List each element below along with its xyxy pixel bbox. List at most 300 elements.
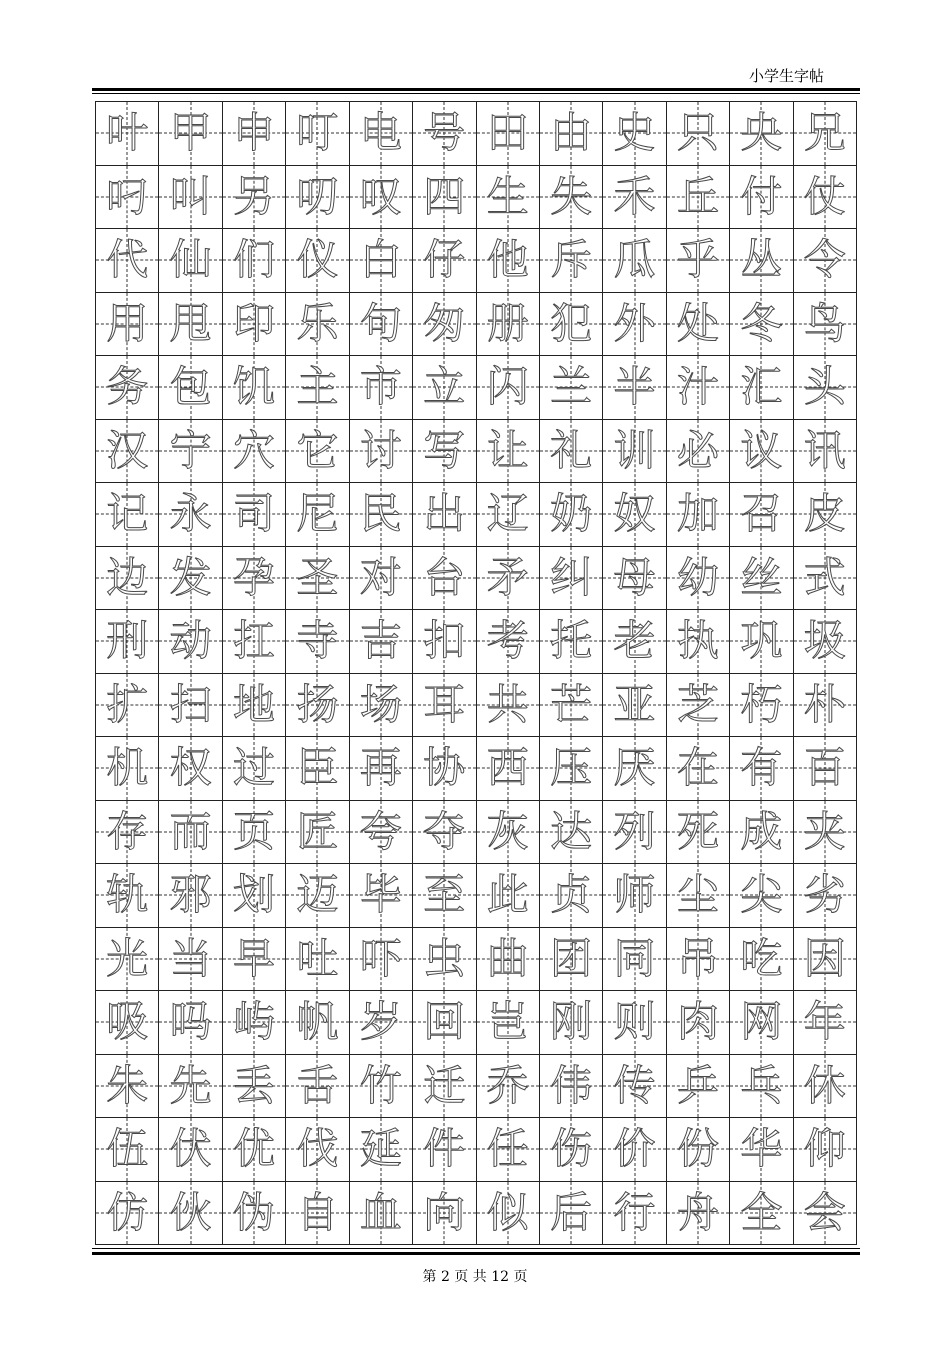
grid-cell <box>477 674 540 738</box>
grid-cell <box>223 1182 286 1246</box>
practice-character: 夸 <box>359 806 402 856</box>
grid-cell <box>286 674 349 738</box>
grid-cell <box>540 991 603 1055</box>
practice-character: 早 <box>233 933 276 983</box>
grid-cell <box>477 102 540 166</box>
grid-cell <box>477 1118 540 1182</box>
grid-cell <box>223 293 286 357</box>
grid-cell <box>540 1055 603 1119</box>
practice-character: 市 <box>359 362 402 412</box>
grid-cell <box>159 991 222 1055</box>
practice-character: 芒 <box>550 679 593 729</box>
grid-cell <box>730 166 793 230</box>
grid-cell <box>477 801 540 865</box>
header-rule-thin <box>92 93 860 94</box>
practice-character: 申 <box>233 108 276 158</box>
grid-cell <box>223 674 286 738</box>
practice-character: 会 <box>803 1187 846 1237</box>
grid-cell <box>603 229 666 293</box>
practice-character: 白 <box>359 235 402 285</box>
practice-character: 礼 <box>550 425 593 475</box>
grid-cell <box>730 483 793 547</box>
grid-cell <box>477 356 540 420</box>
practice-character: 穴 <box>233 425 276 475</box>
grid-cell <box>96 547 159 611</box>
practice-character: 似 <box>486 1187 529 1237</box>
practice-character: 尖 <box>740 870 783 920</box>
practice-character: 存 <box>106 806 149 856</box>
practice-character: 舌 <box>296 1060 339 1110</box>
practice-character: 先 <box>169 1060 212 1110</box>
grid-cell <box>667 1055 730 1119</box>
practice-character: 圾 <box>803 616 846 666</box>
grid-cell <box>286 420 349 484</box>
grid-cell <box>413 166 476 230</box>
grid-cell <box>794 737 857 801</box>
grid-cell <box>603 1182 666 1246</box>
grid-cell <box>540 801 603 865</box>
practice-character: 厌 <box>613 743 656 793</box>
practice-character: 写 <box>423 425 466 475</box>
practice-character: 扫 <box>169 679 212 729</box>
practice-character: 发 <box>169 552 212 602</box>
practice-character: 叨 <box>296 171 339 221</box>
practice-character: 屿 <box>233 997 276 1047</box>
grid-cell <box>603 547 666 611</box>
grid-cell <box>223 864 286 928</box>
practice-character: 仔 <box>423 235 466 285</box>
practice-character: 劣 <box>803 870 846 920</box>
grid-cell <box>667 102 730 166</box>
grid-cell <box>730 864 793 928</box>
practice-character: 永 <box>169 489 212 539</box>
practice-character: 吉 <box>359 616 402 666</box>
grid-cell <box>286 737 349 801</box>
grid-cell <box>794 483 857 547</box>
practice-character: 汉 <box>106 425 149 475</box>
practice-character: 当 <box>169 933 212 983</box>
grid-cell <box>350 610 413 674</box>
grid-cell <box>730 102 793 166</box>
practice-character: 辽 <box>486 489 529 539</box>
practice-character: 圣 <box>296 552 339 602</box>
practice-character: 号 <box>423 108 466 158</box>
grid-cell <box>159 1118 222 1182</box>
practice-character: 伪 <box>233 1187 276 1237</box>
practice-character: 血 <box>359 1187 402 1237</box>
grid-cell <box>350 1055 413 1119</box>
practice-character: 匠 <box>296 806 339 856</box>
practice-character: 尼 <box>296 489 339 539</box>
grid-cell <box>159 801 222 865</box>
practice-character: 吓 <box>359 933 402 983</box>
practice-character: 丛 <box>740 235 783 285</box>
grid-cell <box>730 991 793 1055</box>
grid-cell <box>667 356 730 420</box>
grid-cell <box>413 1118 476 1182</box>
grid-cell <box>540 293 603 357</box>
practice-character: 出 <box>423 489 466 539</box>
grid-cell <box>794 420 857 484</box>
grid-cell <box>350 737 413 801</box>
practice-character: 饥 <box>233 362 276 412</box>
grid-cell <box>223 102 286 166</box>
practice-character: 扛 <box>233 616 276 666</box>
grid-cell <box>413 229 476 293</box>
practice-character: 由 <box>550 108 593 158</box>
practice-character: 央 <box>740 108 783 158</box>
grid-cell <box>730 674 793 738</box>
grid-cell <box>477 483 540 547</box>
grid-cell <box>477 928 540 992</box>
practice-character: 传 <box>613 1060 656 1110</box>
practice-character: 列 <box>613 806 656 856</box>
grid-cell <box>603 737 666 801</box>
practice-character: 臣 <box>296 743 339 793</box>
practice-character: 页 <box>233 806 276 856</box>
grid-cell <box>286 1182 349 1246</box>
practice-character: 汇 <box>740 362 783 412</box>
grid-cell <box>223 483 286 547</box>
grid-cell <box>794 229 857 293</box>
practice-character: 执 <box>676 616 719 666</box>
grid-cell <box>96 229 159 293</box>
practice-character: 们 <box>233 235 276 285</box>
practice-character: 田 <box>486 108 529 158</box>
grid-cell <box>350 229 413 293</box>
grid-cell <box>477 991 540 1055</box>
grid-cell <box>350 483 413 547</box>
grid-cell <box>413 991 476 1055</box>
grid-cell <box>794 928 857 992</box>
grid-cell <box>223 928 286 992</box>
grid-cell <box>286 801 349 865</box>
grid-cell <box>477 1055 540 1119</box>
practice-character: 朽 <box>740 679 783 729</box>
grid-cell <box>223 547 286 611</box>
practice-character: 禾 <box>613 171 656 221</box>
grid-cell <box>730 737 793 801</box>
grid-cell <box>794 1182 857 1246</box>
grid-cell <box>350 864 413 928</box>
practice-character: 处 <box>676 298 719 348</box>
grid-cell <box>159 1055 222 1119</box>
grid-cell <box>794 674 857 738</box>
practice-character: 舟 <box>676 1187 719 1237</box>
grid-cell <box>667 166 730 230</box>
grid-cell <box>96 610 159 674</box>
grid-cell <box>159 293 222 357</box>
grid-cell <box>223 166 286 230</box>
grid-cell <box>96 102 159 166</box>
grid-cell <box>223 356 286 420</box>
practice-character: 轨 <box>106 870 149 920</box>
grid-cell <box>286 293 349 357</box>
grid-cell <box>350 102 413 166</box>
practice-character: 后 <box>550 1187 593 1237</box>
practice-character: 乓 <box>740 1060 783 1110</box>
practice-character: 师 <box>613 870 656 920</box>
grid-cell <box>667 674 730 738</box>
practice-character: 母 <box>613 552 656 602</box>
practice-character: 份 <box>676 1124 719 1174</box>
grid-cell <box>159 483 222 547</box>
grid-cell <box>477 864 540 928</box>
practice-character: 岁 <box>359 997 402 1047</box>
practice-character: 讯 <box>803 425 846 475</box>
practice-character: 丢 <box>233 1060 276 1110</box>
grid-cell <box>413 102 476 166</box>
page-footer <box>0 1268 950 1286</box>
practice-character: 地 <box>233 679 276 729</box>
grid-cell <box>96 483 159 547</box>
practice-character: 曲 <box>486 933 529 983</box>
practice-character: 仿 <box>106 1187 149 1237</box>
practice-character: 夹 <box>803 806 846 856</box>
grid-cell <box>413 801 476 865</box>
practice-character: 幼 <box>676 552 719 602</box>
practice-character: 冬 <box>740 298 783 348</box>
grid-cell <box>730 610 793 674</box>
practice-character: 划 <box>233 870 276 920</box>
practice-character: 兄 <box>803 108 846 158</box>
practice-character: 件 <box>423 1124 466 1174</box>
practice-character: 伏 <box>169 1124 212 1174</box>
practice-character: 皮 <box>803 489 846 539</box>
practice-character: 吃 <box>740 933 783 983</box>
practice-character: 甩 <box>169 298 212 348</box>
practice-character: 仪 <box>296 235 339 285</box>
grid-cell <box>603 102 666 166</box>
practice-character: 尘 <box>676 870 719 920</box>
grid-cell <box>413 356 476 420</box>
grid-cell <box>96 1118 159 1182</box>
practice-character: 亚 <box>613 679 656 729</box>
practice-character: 延 <box>359 1124 402 1174</box>
practice-character: 边 <box>106 552 149 602</box>
grid-cell <box>540 102 603 166</box>
grid-cell <box>96 1055 159 1119</box>
grid-cell <box>667 928 730 992</box>
practice-character: 西 <box>486 743 529 793</box>
grid-cell <box>477 293 540 357</box>
grid-cell <box>350 166 413 230</box>
practice-character: 兰 <box>550 362 593 412</box>
grid-cell <box>794 166 857 230</box>
practice-character: 此 <box>486 870 529 920</box>
practice-character: 寺 <box>296 616 339 666</box>
grid-cell <box>286 991 349 1055</box>
practice-character: 权 <box>169 743 212 793</box>
practice-character: 仰 <box>803 1124 846 1174</box>
grid-cell <box>667 610 730 674</box>
grid-cell <box>286 547 349 611</box>
practice-character: 包 <box>169 362 212 412</box>
grid-cell <box>350 547 413 611</box>
practice-character: 则 <box>613 997 656 1047</box>
practice-character: 场 <box>359 679 402 729</box>
grid-cell <box>96 991 159 1055</box>
practice-character: 伐 <box>296 1124 339 1174</box>
grid-cell <box>603 1118 666 1182</box>
practice-character: 民 <box>359 489 402 539</box>
practice-character: 成 <box>740 806 783 856</box>
grid-cell <box>223 229 286 293</box>
practice-character: 主 <box>296 362 339 412</box>
grid-cell <box>96 674 159 738</box>
grid-cell <box>794 1055 857 1119</box>
practice-character: 虫 <box>423 933 466 983</box>
practice-character: 鸟 <box>803 298 846 348</box>
grid-cell <box>794 991 857 1055</box>
grid-cell <box>540 1182 603 1246</box>
grid-cell <box>794 356 857 420</box>
grid-cell <box>223 1118 286 1182</box>
practice-character: 扣 <box>423 616 466 666</box>
practice-character: 加 <box>676 489 719 539</box>
grid-cell <box>730 293 793 357</box>
grid-cell <box>667 991 730 1055</box>
grid-cell <box>413 1055 476 1119</box>
grid-cell <box>730 1055 793 1119</box>
practice-character: 吗 <box>169 997 212 1047</box>
grid-cell <box>350 928 413 992</box>
practice-character: 死 <box>676 806 719 856</box>
grid-cell <box>159 102 222 166</box>
practice-character: 刑 <box>106 616 149 666</box>
grid-cell <box>286 166 349 230</box>
practice-character: 头 <box>803 362 846 412</box>
practice-character: 共 <box>486 679 529 729</box>
grid-cell <box>350 674 413 738</box>
practice-character: 瓜 <box>613 235 656 285</box>
practice-character: 训 <box>613 425 656 475</box>
practice-character: 压 <box>550 743 593 793</box>
grid-cell <box>350 1118 413 1182</box>
grid-cell <box>667 547 730 611</box>
practice-character: 乒 <box>676 1060 719 1110</box>
grid-cell <box>603 674 666 738</box>
grid-cell <box>730 547 793 611</box>
grid-cell <box>603 801 666 865</box>
practice-character: 任 <box>486 1124 529 1174</box>
practice-character: 迁 <box>423 1060 466 1110</box>
grid-cell <box>223 420 286 484</box>
practice-character: 立 <box>423 362 466 412</box>
grid-cell <box>413 420 476 484</box>
practice-character: 半 <box>613 362 656 412</box>
grid-cell <box>794 1118 857 1182</box>
grid-cell <box>159 356 222 420</box>
practice-character: 务 <box>106 362 149 412</box>
practice-character: 向 <box>423 1187 466 1237</box>
grid-cell <box>667 420 730 484</box>
practice-character: 召 <box>740 489 783 539</box>
grid-cell <box>540 547 603 611</box>
grid-cell <box>96 293 159 357</box>
header-title: 小学生字帖 <box>748 67 824 85</box>
practice-character: 伟 <box>550 1060 593 1110</box>
practice-character: 乔 <box>486 1060 529 1110</box>
grid-cell <box>794 864 857 928</box>
grid-cell <box>96 864 159 928</box>
practice-character: 台 <box>423 552 466 602</box>
grid-cell <box>603 356 666 420</box>
practice-character: 讨 <box>359 425 402 475</box>
grid-cell <box>286 1055 349 1119</box>
practice-character: 汁 <box>676 362 719 412</box>
grid-cell <box>540 166 603 230</box>
header-rule-thick <box>92 88 860 91</box>
practice-character: 帆 <box>296 997 339 1047</box>
grid-cell <box>159 420 222 484</box>
grid-cell <box>540 356 603 420</box>
grid-cell <box>413 674 476 738</box>
practice-character: 生 <box>486 171 529 221</box>
practice-character: 自 <box>296 1187 339 1237</box>
grid-cell <box>159 737 222 801</box>
grid-cell <box>540 674 603 738</box>
grid-cell <box>794 293 857 357</box>
practice-character: 奴 <box>613 489 656 539</box>
practice-character: 叹 <box>359 171 402 221</box>
grid-cell <box>794 801 857 865</box>
practice-character: 巩 <box>740 616 783 666</box>
grid-cell <box>477 229 540 293</box>
grid-cell <box>413 864 476 928</box>
grid-cell <box>540 737 603 801</box>
grid-cell <box>286 229 349 293</box>
grid-cell <box>286 610 349 674</box>
practice-character: 对 <box>359 552 402 602</box>
grid-cell <box>477 166 540 230</box>
practice-character: 记 <box>106 489 149 539</box>
grid-cell <box>540 229 603 293</box>
grid-cell <box>477 420 540 484</box>
grid-cell <box>350 1182 413 1246</box>
grid-cell <box>159 229 222 293</box>
practice-character: 用 <box>106 298 149 348</box>
grid-cell <box>96 737 159 801</box>
practice-character: 耳 <box>423 679 466 729</box>
practice-character: 回 <box>423 997 466 1047</box>
footer-rule-thick <box>92 1252 860 1255</box>
grid-cell <box>603 293 666 357</box>
practice-character: 优 <box>233 1124 276 1174</box>
practice-character: 灰 <box>486 806 529 856</box>
grid-cell <box>286 483 349 547</box>
practice-character: 毕 <box>359 870 402 920</box>
practice-character: 再 <box>359 743 402 793</box>
practice-character: 孕 <box>233 552 276 602</box>
grid-cell <box>286 928 349 992</box>
grid-cell <box>730 928 793 992</box>
practice-character: 册 <box>486 298 529 348</box>
grid-cell <box>223 610 286 674</box>
practice-character: 叫 <box>169 171 212 221</box>
grid-cell <box>96 420 159 484</box>
practice-character: 句 <box>359 298 402 348</box>
grid-cell <box>603 166 666 230</box>
practice-character: 休 <box>803 1060 846 1110</box>
grid-cell <box>667 229 730 293</box>
grid-cell <box>350 801 413 865</box>
practice-character: 失 <box>550 171 593 221</box>
practice-character: 考 <box>486 616 529 666</box>
practice-character: 奶 <box>550 489 593 539</box>
grid-cell <box>667 737 730 801</box>
grid-cell <box>223 991 286 1055</box>
